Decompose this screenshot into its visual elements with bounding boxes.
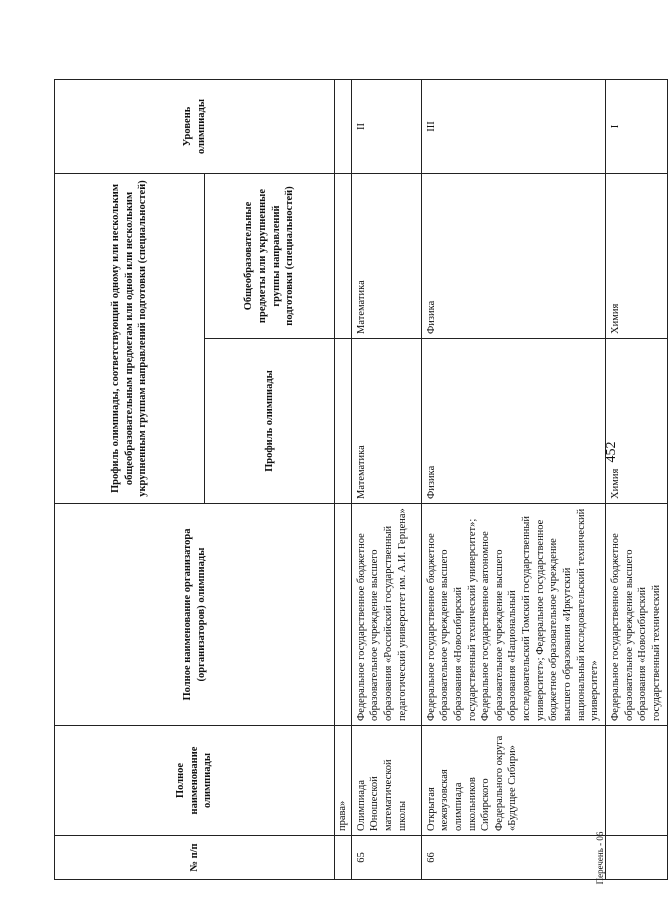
header-number: № п/п	[55, 836, 335, 880]
cell-profile	[335, 339, 352, 504]
cell-profile: Математика	[351, 339, 421, 504]
cell-organizer: Федеральное государственное бюджетное образовательное учреждение высшего образования «Российский государственный педагогический университет им. А.И. Герцена»	[351, 504, 421, 726]
cell-name	[605, 726, 667, 836]
header-olympiad-name: Полное наименование олимпиады	[55, 726, 335, 836]
cell-level: III	[421, 80, 605, 174]
cell-name: Олимпиада Юношеской математической школы	[351, 726, 421, 836]
header-profile: Профиль олимпиады	[205, 339, 335, 504]
cell-level: II	[351, 80, 421, 174]
table-header-row	[55, 80, 205, 880]
cell-subject	[335, 174, 352, 339]
header-subjects: Общеобразовательные предметы или укрупненные группы направлений подготовки (специальностей)	[205, 174, 335, 339]
cell-number: 65	[351, 836, 421, 880]
cell-organizer: Федеральное государственное бюджетное образовательное учреждение высшего образования «Новосибирский государственный технический университет»; Федеральное государственное автономное образовательное учреждение высшего образования «Национальный исследовательский Томский государственный университет»; Федеральное государственное бюджетное образовательное учреждение высшего образования «Иркутский национальный исследовательский технический университет»	[421, 504, 605, 726]
cell-number	[605, 836, 667, 880]
cell-subject: Физика	[421, 174, 605, 339]
table-row	[335, 80, 352, 880]
cell-name: права»	[335, 726, 352, 836]
cell-number	[335, 836, 352, 880]
cell-profile: Физика	[421, 339, 605, 504]
header-level: Уровень олимпиады	[55, 80, 335, 174]
footer-label: Перечень - 06	[595, 831, 605, 885]
cell-profile: Химия	[605, 339, 667, 504]
cell-subject: Химия	[605, 174, 667, 339]
cell-subject: Математика	[351, 174, 421, 339]
olympiad-table	[54, 79, 668, 880]
page-number: 452	[604, 441, 619, 463]
cell-level	[335, 80, 352, 174]
table-row	[605, 80, 667, 880]
cell-name: Открытая межвузовская олимпиада школьников Сибирского Федерального округа «Будущее Сибири»	[421, 726, 605, 836]
cell-number: 66	[421, 836, 605, 880]
table-row	[421, 80, 605, 880]
cell-organizer	[335, 504, 352, 726]
header-organizer: Полное наименование организатора (организаторов) олимпиады	[55, 504, 335, 726]
header-profile-group: Профиль олимпиады, соответствующий одному или нескольким общеобразовательным предметам или одной или нескольким укрупненным группам направлений подготовки (специальностей)	[55, 174, 205, 504]
table-row	[351, 80, 421, 880]
cell-level: I	[605, 80, 667, 174]
cell-organizer: Федеральное государственное бюджетное образовательное учреждение высшего образования «Новосибирский государственный технический	[605, 504, 667, 726]
